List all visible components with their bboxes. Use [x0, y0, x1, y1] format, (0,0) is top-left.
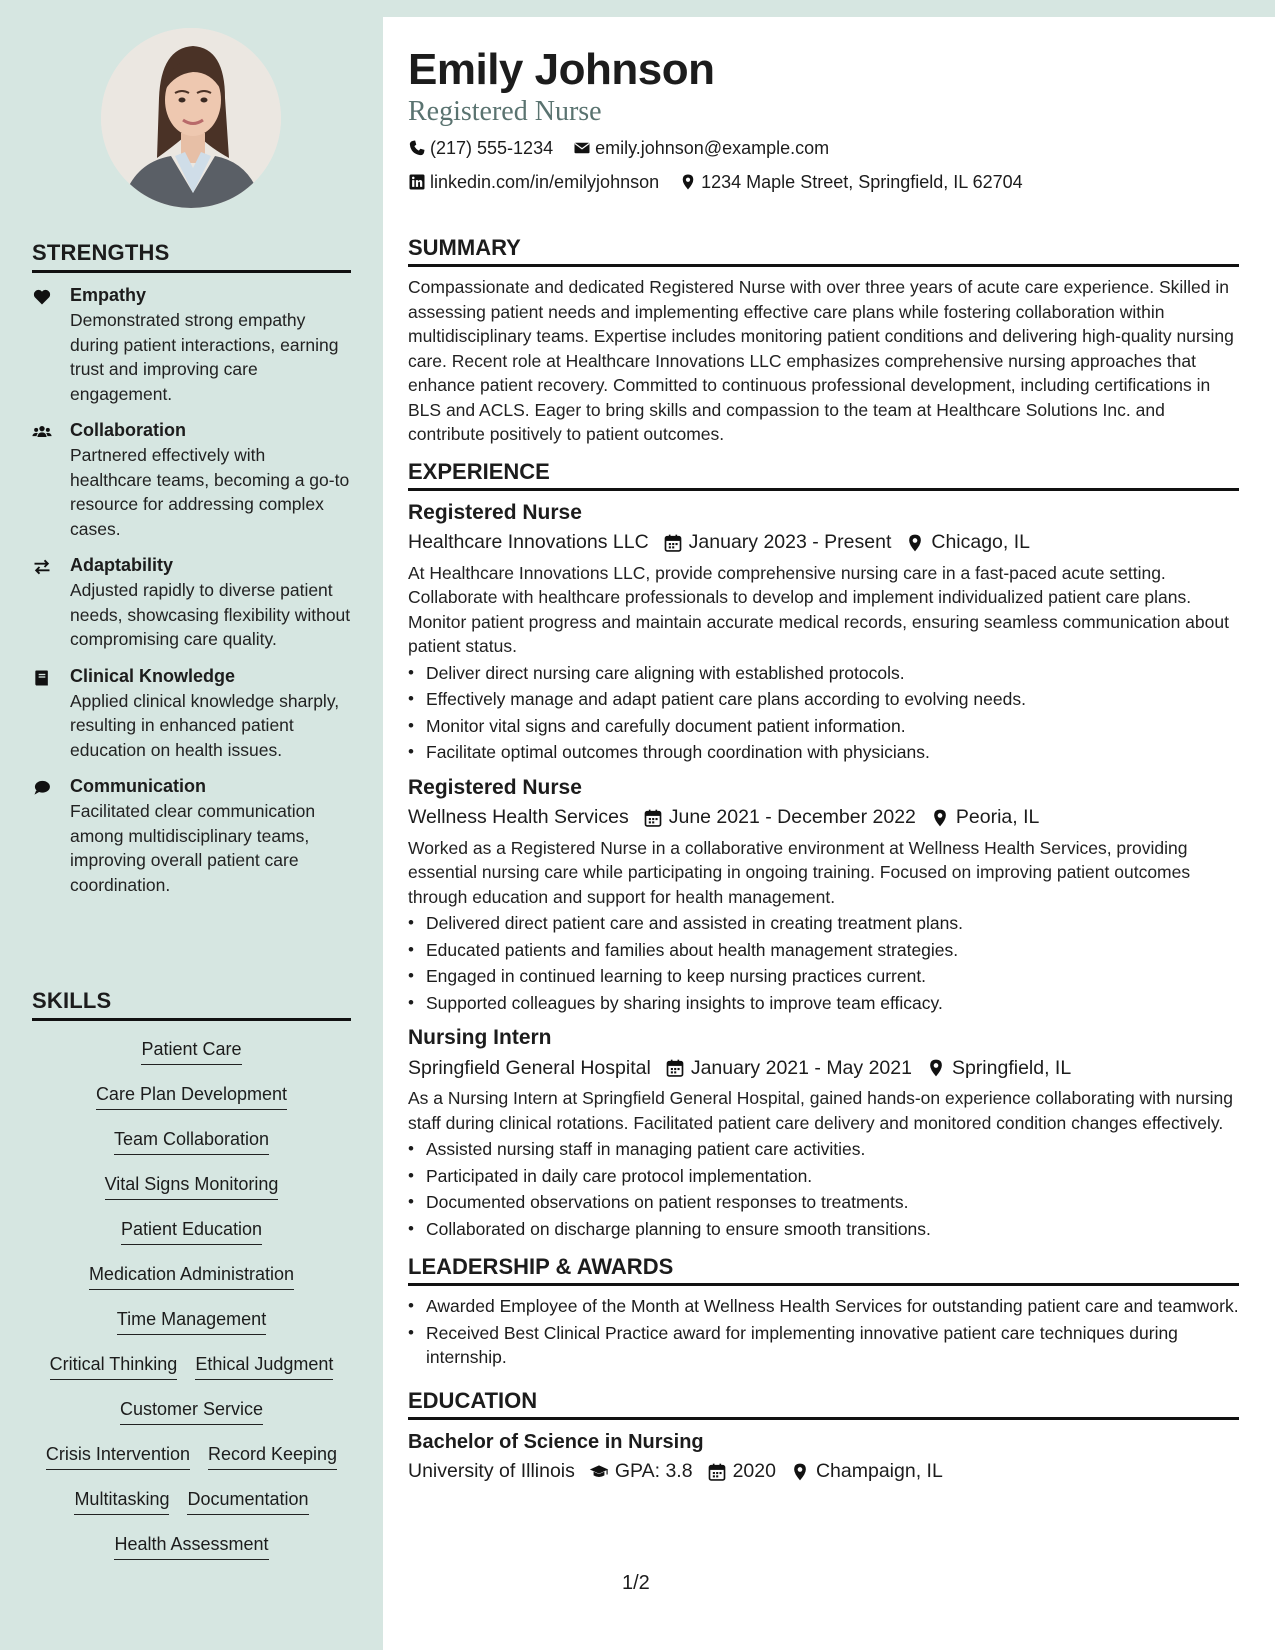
strength-title: Empathy [70, 285, 147, 305]
strength-desc: Facilitated clear communication among multidisciplinary teams, improving overall patient care coordination. [70, 801, 316, 895]
skill-tag: Customer Service [120, 1397, 263, 1425]
experience-heading: EXPERIENCE [408, 459, 1239, 491]
list-item: • Awarded Employee of the Month at Wellness Health Services for outstanding patient care and teamwork. [408, 1294, 1239, 1319]
linkedin-contact[interactable] [408, 172, 659, 193]
candidate-name: Emily Johnson [408, 45, 715, 94]
job-location: Springfield, IL [951, 1056, 1072, 1079]
list-item: • Delivered direct patient care and assisted in creating treatment plans. [408, 910, 1239, 937]
skill-tag: Care Plan Development [96, 1082, 287, 1110]
job-company: Wellness Health Services [408, 806, 629, 828]
arrows-exchange-icon [32, 555, 70, 652]
phone-contact[interactable] [408, 138, 553, 159]
job-meta [408, 1052, 1239, 1084]
job-company: Healthcare Innovations LLC [408, 531, 649, 553]
strengths-heading: STRENGTHS [32, 240, 351, 273]
page-number: 1/2 [622, 1572, 650, 1594]
job-description: Worked as a Registered Nurse in a collaborative environment at Wellness Health Services, providing essential nursing care while participating in ongoing training. Focused on improving patient outcomes through education and support for health management. [408, 837, 1191, 907]
skill-tag: Time Management [117, 1307, 266, 1335]
skill-tag: Patient Education [121, 1217, 262, 1245]
strength-desc: Demonstrated strong empathy during patient interactions, earning trust and improving care engagement. [70, 310, 339, 404]
job-dates: June 2021 - December 2022 [668, 806, 916, 828]
list-item: • Monitor vital signs and carefully document patient information. [408, 713, 1239, 740]
strength-title: Communication [70, 776, 207, 796]
heart-icon [32, 285, 70, 406]
skill-tag: Crisis Intervention [46, 1442, 190, 1470]
profile-photo [101, 28, 281, 208]
education-section [408, 1388, 1239, 1488]
job-title: Registered Nurse [408, 500, 582, 524]
graduation-cap-icon [589, 1462, 609, 1482]
job-dates: January 2023 - Present [688, 531, 892, 553]
calendar-icon [643, 808, 663, 828]
address-text: 1234 Maple Street, Springfield, IL 62704 [701, 171, 1023, 192]
school-name: University of Illinois [408, 1460, 575, 1482]
experience-section [408, 459, 1239, 1243]
calendar-icon [707, 1462, 727, 1482]
skill-tag: Health Assessment [114, 1532, 268, 1560]
list-item: • Assisted nursing staff in managing patient care activities. [408, 1136, 1239, 1163]
job-entry [408, 1024, 1239, 1242]
chat-bubble-icon [32, 776, 70, 897]
map-pin-icon [905, 533, 925, 553]
strength-title: Adaptability [70, 555, 174, 575]
list-item: • Received Best Clinical Practice award for implementing innovative patient care techniques during internship. [408, 1321, 1239, 1370]
skill-tag: Patient Care [141, 1037, 241, 1065]
skill-tag: Vital Signs Monitoring [105, 1172, 279, 1200]
map-pin-icon [679, 173, 697, 191]
awards-heading: LEADERSHIP & AWARDS [408, 1254, 1239, 1286]
job-description: At Healthcare Innovations LLC, provide comprehensive nursing care in a fast-paced acute setting. Collaborate with healthcare professionals to develop and implement individualized patient care plans. Monitor patient progress and maintain accurate medical records, ensuring seamless communication about patient status. [408, 562, 1229, 656]
job-title: Registered Nurse [408, 775, 582, 799]
school-location: Champaign, IL [815, 1460, 943, 1482]
gpa-value: GPA: 3.8 [614, 1460, 693, 1482]
job-description: As a Nursing Intern at Springfield General Hospital, gained hands-on experience collaborating with nursing staff during clinical rotations. Facilitated patient care delivery and monitored condition changes effectively. [408, 1088, 1233, 1133]
strength-item [32, 555, 351, 652]
strengths-section [32, 240, 351, 911]
job-bullets [408, 1136, 1239, 1242]
phone-icon [408, 139, 426, 157]
envelope-icon [573, 139, 591, 157]
map-pin-icon [790, 1462, 810, 1482]
strength-desc: Adjusted rapidly to diverse patient needs, showcasing flexibility without compromising care quality. [70, 580, 351, 649]
job-dates: January 2021 - May 2021 [690, 1056, 912, 1079]
users-icon [32, 420, 70, 541]
strength-title: Clinical Knowledge [70, 665, 236, 686]
skill-tag: Ethical Judgment [195, 1352, 333, 1380]
list-item: • Supported colleagues by sharing insights to improve team efficacy. [408, 990, 1239, 1017]
map-pin-icon [930, 808, 950, 828]
contact-row [408, 167, 1239, 197]
list-item: • Collaborated on discharge planning to ensure smooth transitions. [408, 1216, 1239, 1243]
job-entry [408, 774, 1239, 1017]
skill-tag: Record Keeping [208, 1442, 337, 1470]
job-bullets [408, 660, 1239, 766]
job-location: Peoria, IL [955, 806, 1040, 828]
skill-tag: Documentation [187, 1487, 308, 1515]
list-item: • Engaged in continued learning to keep nursing practices current. [408, 963, 1239, 990]
skills-section [32, 988, 351, 1577]
skill-tag: Critical Thinking [50, 1352, 178, 1380]
strength-item [32, 666, 351, 763]
job-title: Nursing Intern [408, 1026, 552, 1049]
education-heading: EDUCATION [408, 1388, 1239, 1420]
job-meta [408, 802, 1239, 834]
map-pin-icon [926, 1058, 946, 1078]
address-contact [679, 172, 1023, 193]
summary-section [408, 235, 1239, 447]
candidate-role: Registered Nurse [408, 96, 602, 127]
list-item: • Participated in daily care protocol implementation. [408, 1163, 1239, 1190]
linkedin-url: linkedin.com/in/emilyjohnson [430, 171, 660, 192]
summary-text: Compassionate and dedicated Registered Nurse with over three years of acute care experience. Skilled in assessing patient needs and implementing effective care plans while fostering collaboration within multidisciplinary teams. Expertise includes monitoring patient conditions and delivering high-quality nursing care. Recent role at Healthcare Innovations LLC emphasizes comprehensive nursing approaches that enhance patient recovery. Committed to continuous professional development, including certifications in BLS and ACLS. Eager to bring skills and compassion to the team at Healthcare Solutions Inc. and contribute positively to patient outcomes. [408, 277, 1234, 444]
calendar-icon [663, 533, 683, 553]
strength-desc: Partnered effectively with healthcare teams, becoming a go-to resource for addressing complex cases. [70, 445, 350, 539]
job-location: Chicago, IL [931, 531, 1031, 553]
job-company: Springfield General Hospital [408, 1056, 651, 1079]
skill-tag: Team Collaboration [114, 1127, 269, 1155]
phone-number: (217) 555-1234 [430, 137, 554, 158]
awards-section [408, 1254, 1239, 1370]
job-meta [408, 527, 1239, 559]
calendar-icon [665, 1058, 685, 1078]
awards-list [408, 1294, 1239, 1370]
list-item: • Educated patients and families about health management strategies. [408, 937, 1239, 964]
book-icon [32, 666, 70, 763]
job-bullets [408, 910, 1239, 1016]
degree-title: Bachelor of Science in Nursing [408, 1430, 704, 1453]
job-entry [408, 499, 1239, 766]
strength-desc: Applied clinical knowledge sharply, resulting in enhanced patient education on health issues. [70, 690, 340, 760]
email-contact[interactable] [573, 138, 829, 159]
skill-tag: Multitasking [74, 1487, 169, 1515]
sidebar [0, 0, 383, 1650]
list-item: • Facilitate optimal outcomes through coordination with physicians. [408, 739, 1239, 766]
main-content [383, 17, 1275, 1650]
education-meta [408, 1456, 1239, 1488]
list-item: • Documented observations on patient responses to treatments. [408, 1189, 1239, 1216]
skills-list [32, 1037, 351, 1577]
summary-heading: SUMMARY [408, 235, 1239, 267]
skill-tag: Medication Administration [89, 1262, 294, 1290]
contact-row [408, 133, 1239, 163]
list-item: • Effectively manage and adapt patient care plans according to evolving needs. [408, 686, 1239, 713]
list-item: • Deliver direct nursing care aligning with established protocols. [408, 660, 1239, 687]
graduation-year: 2020 [732, 1460, 776, 1482]
linkedin-icon [408, 173, 426, 191]
email-address: emily.johnson@example.com [595, 137, 830, 158]
strength-item [32, 776, 351, 897]
strength-title: Collaboration [70, 420, 186, 440]
strength-item [32, 420, 351, 541]
strength-item [32, 285, 351, 406]
skills-heading: SKILLS [32, 988, 351, 1021]
